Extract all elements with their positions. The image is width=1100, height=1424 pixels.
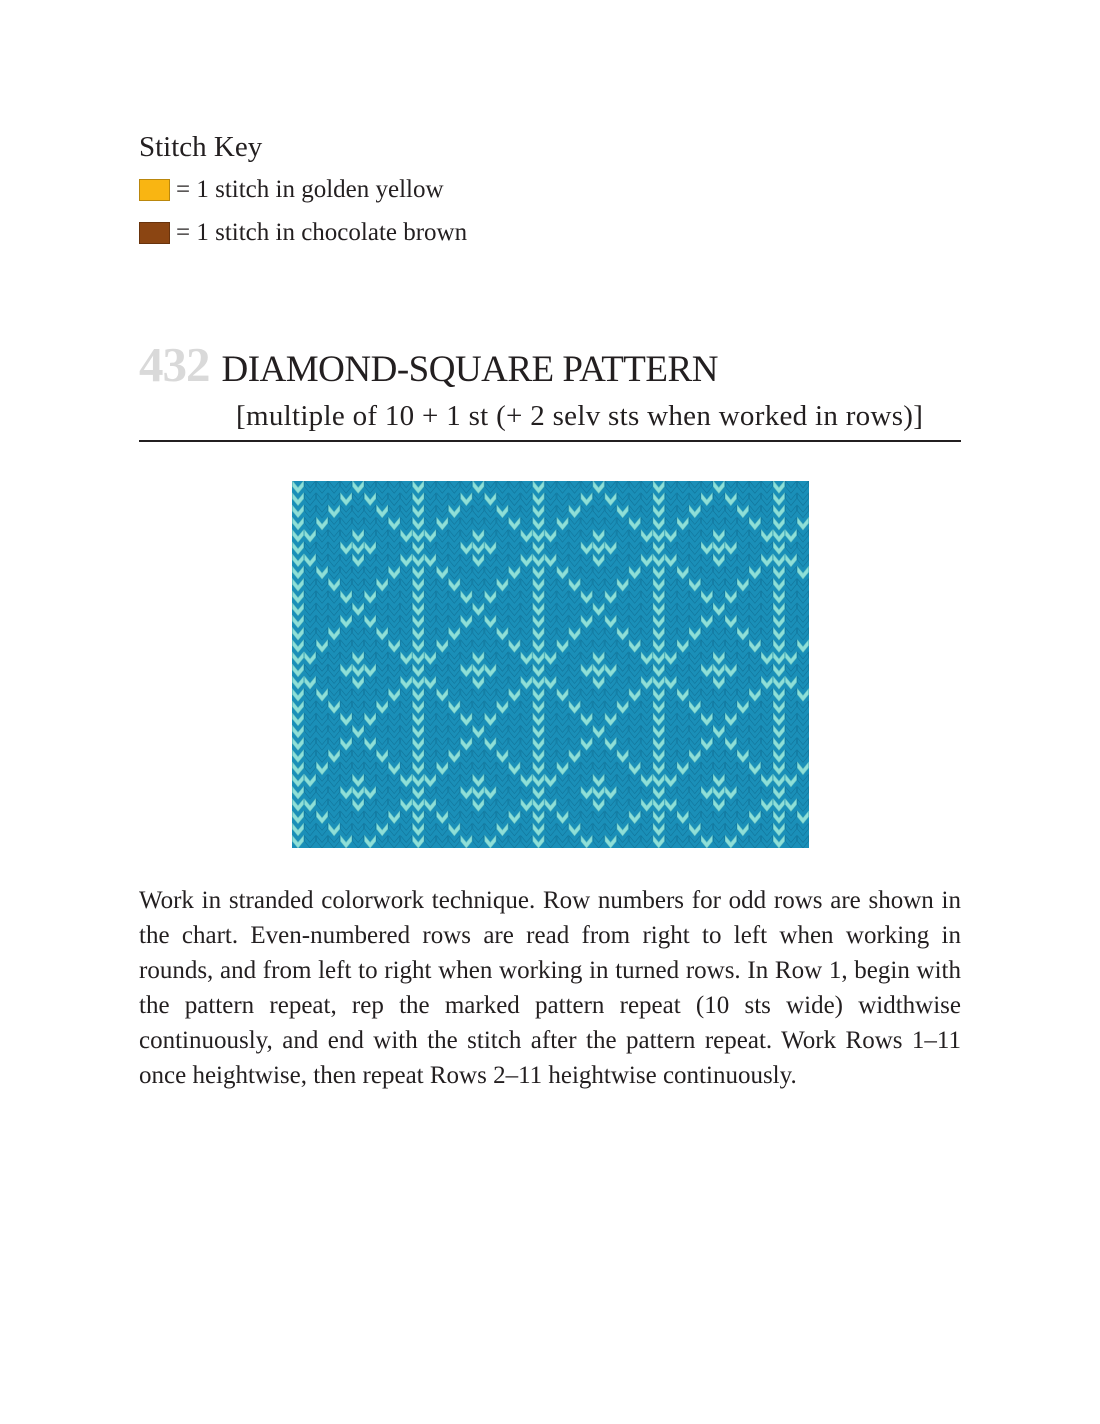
instructions-text: Work in stranded colorwork technique. Row numbers for odd rows are shown in the chart. Even-numbered rows are read from right to left when working in rounds, and from left to right when working in turned rows. In Row 1, begin with the pattern repeat, rep the marked pattern repeat (10 sts wide) widthwise continuously, and end with the stitch after the pattern repeat. Work Rows 1–11 once heightwise, then repeat Rows 2–11 heightwise continuously.: [139, 887, 961, 1089]
key-item-chocolate-brown: [139, 211, 467, 254]
pattern-header: [139, 336, 961, 432]
knitted-swatch-photo: [292, 481, 809, 848]
pattern-title-line: [139, 336, 961, 398]
pattern-number: 432: [139, 337, 210, 392]
stitch-key-title: Stitch Key: [139, 131, 263, 163]
stitch-key: [139, 128, 467, 254]
header-rule: [139, 440, 961, 442]
pattern-title: DIAMOND-SQUARE PATTERN: [221, 349, 718, 390]
key-item-label: = 1 stitch in golden yellow: [176, 175, 444, 203]
pattern-subtitle: [multiple of 10 + 1 st (+ 2 selv sts when worked in rows)]: [236, 400, 924, 432]
chocolate-brown-swatch: [139, 222, 170, 244]
golden-yellow-swatch: [139, 179, 170, 201]
key-item-label: = 1 stitch in chocolate brown: [176, 218, 468, 246]
key-item-golden-yellow: [139, 168, 467, 211]
